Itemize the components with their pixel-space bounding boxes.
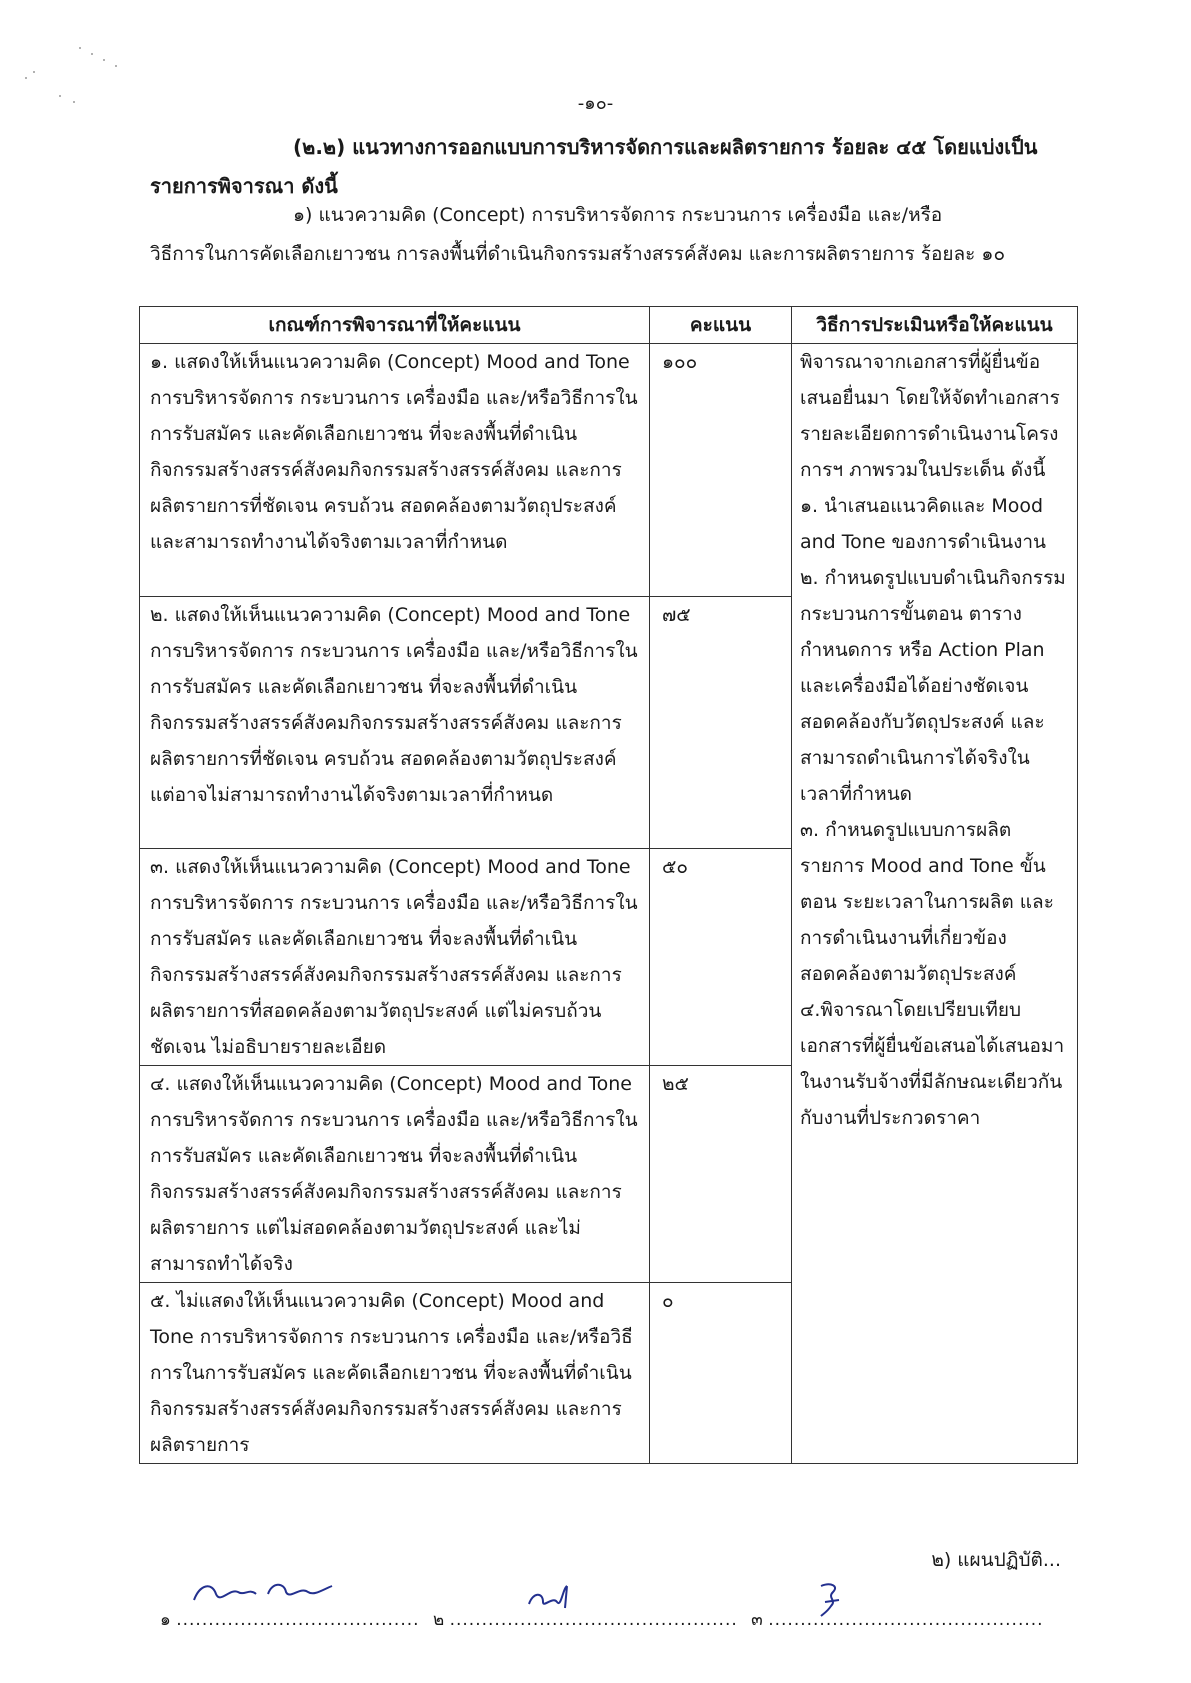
score-cell: ๒๕ (650, 1066, 792, 1283)
section-heading-line-1: (๒.๒) แนวทางการออกแบบการบริหารจัดการและผลิตรายการ ร้อยละ ๔๕ โดยแบ่งเป็น (293, 135, 1038, 159)
criteria-cell: ๕. ไม่แสดงให้เห็นแนวความคิด (Concept) Mood and Tone การบริหารจัดการ กระบวนการ เครื่องมือ และ/หรือวิธีการในการรับสมัคร และคัดเลือกเยาวชน ที่จะลงพื้นที่ดำเนินกิจกรรมสร้างสรรค์สังคมกิจกรรมสร้างสรรค์สังคม และการผลิตรายการ (140, 1283, 650, 1464)
method-item-4: ๔.พิจารณาโดยเปรียบเทียบเอกสารที่ผู้ยื่นข้อเสนอได้เสนอมาในงานรับจ้างที่มีลักษณะเดียวกันกับงานที่ประกวดราคา (800, 999, 1065, 1129)
score-cell: ๐ (650, 1283, 792, 1464)
criteria-table (139, 306, 1078, 1464)
method-item-3: ๓. กำหนดรูปแบบการผลิตรายการ Mood and Tone ขั้นตอน ระยะเวลาในการผลิต และการดำเนินงานที่เกี่ยวข้องสอดคล้องตามวัตถุประสงค์ (800, 819, 1054, 985)
score-cell: ๕๐ (650, 849, 792, 1066)
method-intro: พิจารณาจากเอกสารที่ผู้ยื่นข้อเสนอยื่นมา โดยให้จัดทำเอกสารรายละเอียดการดำเนินงานโครงการฯ ภาพรวมในประเด็น ดังนี้ (800, 351, 1060, 481)
score-cell: ๗๕ (650, 597, 792, 849)
header-method: วิธีการประเมินหรือให้คะแนน (792, 307, 1078, 344)
criteria-cell: ๑. แสดงให้เห็นแนวความคิด (Concept) Mood and Tone การบริหารจัดการ กระบวนการ เครื่องมือ และ/หรือวิธีการในการรับสมัคร และคัดเลือกเยาวชน ที่จะลงพื้นที่ดำเนินกิจกรรมสร้างสรรค์สังคมกิจกรรมสร้างสรรค์สังคม และการผลิตรายการที่ชัดเจน ครบถ้วน สอดคล้องตามวัตถุประสงค์ และสามารถทำงานได้จริงตามเวลาที่กำหนด (140, 344, 650, 597)
page-number: -๑๐- (577, 93, 614, 114)
signature-label: ๒ (432, 1610, 445, 1630)
signature-slot-3 (751, 1606, 1043, 1633)
handwritten-signature-1 (190, 1576, 340, 1610)
signature-line (160, 1606, 1060, 1633)
signature-label: ๓ (751, 1610, 763, 1630)
signature-slot-2 (433, 1606, 738, 1633)
score-cell: ๑๐๐ (650, 344, 792, 597)
signature-dots: ...................................... (176, 1610, 420, 1630)
handwritten-signature-3 (811, 1578, 851, 1618)
header-score: คะแนน (650, 307, 792, 344)
table-header-row (140, 307, 1078, 344)
criteria-cell: ๔. แสดงให้เห็นแนวความคิด (Concept) Mood and Tone การบริหารจัดการ กระบวนการ เครื่องมือ และ/หรือวิธีการในการรับสมัคร และคัดเลือกเยาวชน ที่จะลงพื้นที่ดำเนินกิจกรรมสร้างสรรค์สังคมกิจกรรมสร้างสรรค์สังคม และการผลิตรายการ แต่ไม่สอดคล้องตามวัตถุประสงค์ และไม่สามารถทำได้จริง (140, 1066, 650, 1283)
signature-label: ๑ (160, 1610, 171, 1630)
signature-slot-1 (160, 1606, 420, 1633)
section-heading-line-2: รายการพิจารณา ดังนี้ (150, 174, 338, 198)
method-cell (792, 344, 1078, 1464)
intro-paragraph (150, 196, 1050, 274)
method-item-1: ๑. นำเสนอแนวคิดและ Mood and Tone ของการดำเนินงาน (800, 495, 1047, 553)
criteria-cell: ๒. แสดงให้เห็นแนวความคิด (Concept) Mood and Tone การบริหารจัดการ กระบวนการ เครื่องมือ และ/หรือวิธีการในการรับสมัคร และคัดเลือกเยาวชน ที่จะลงพื้นที่ดำเนินกิจกรรมสร้างสรรค์สังคมกิจกรรมสร้างสรรค์สังคม และการผลิตรายการที่ชัดเจน ครบถ้วน สอดคล้องตามวัตถุประสงค์ แต่อาจไม่สามารถทำงานได้จริงตามเวลาที่กำหนด (140, 597, 650, 849)
table-row (140, 344, 1078, 597)
signature-dots: ............................................. (449, 1610, 738, 1630)
handwritten-signature-2 (523, 1582, 583, 1612)
method-item-2: ๒. กำหนดรูปแบบดำเนินกิจกรรม กระบวนการขั้นตอน ตารางกำหนดการ หรือ Action Plan และเครื่องมือได้อย่างชัดเจนสอดคล้องกับวัตถุประสงค์ และสามารถดำเนินการได้จริงในเวลาที่กำหนด (800, 567, 1066, 805)
intro-line-1: ๑) แนวความคิด (Concept) การบริหารจัดการ กระบวนการ เครื่องมือ และ/หรือ (293, 204, 943, 226)
intro-line-2: วิธีการในการคัดเลือกเยาวชน การลงพื้นที่ดำเนินกิจกรรมสร้างสรรค์สังคม และการผลิตรายการ ร้อยละ ๑๐ (150, 243, 1006, 265)
signature-dots: ........................................... (768, 1610, 1044, 1630)
section-heading (150, 128, 1050, 206)
header-criteria: เกณฑ์การพิจารณาที่ให้คะแนน (140, 307, 650, 344)
criteria-cell: ๓. แสดงให้เห็นแนวความคิด (Concept) Mood and Tone การบริหารจัดการ กระบวนการ เครื่องมือ และ/หรือวิธีการในการรับสมัคร และคัดเลือกเยาวชน ที่จะลงพื้นที่ดำเนินกิจกรรมสร้างสรรค์สังคมกิจกรรมสร้างสรรค์สังคม และการผลิตรายการที่สอดคล้องตามวัตถุประสงค์ แต่ไม่ครบถ้วนชัดเจน ไม่อธิบายรายละเอียด (140, 849, 650, 1066)
next-page-marker: ๒) แผนปฏิบัติ... (931, 1549, 1061, 1571)
